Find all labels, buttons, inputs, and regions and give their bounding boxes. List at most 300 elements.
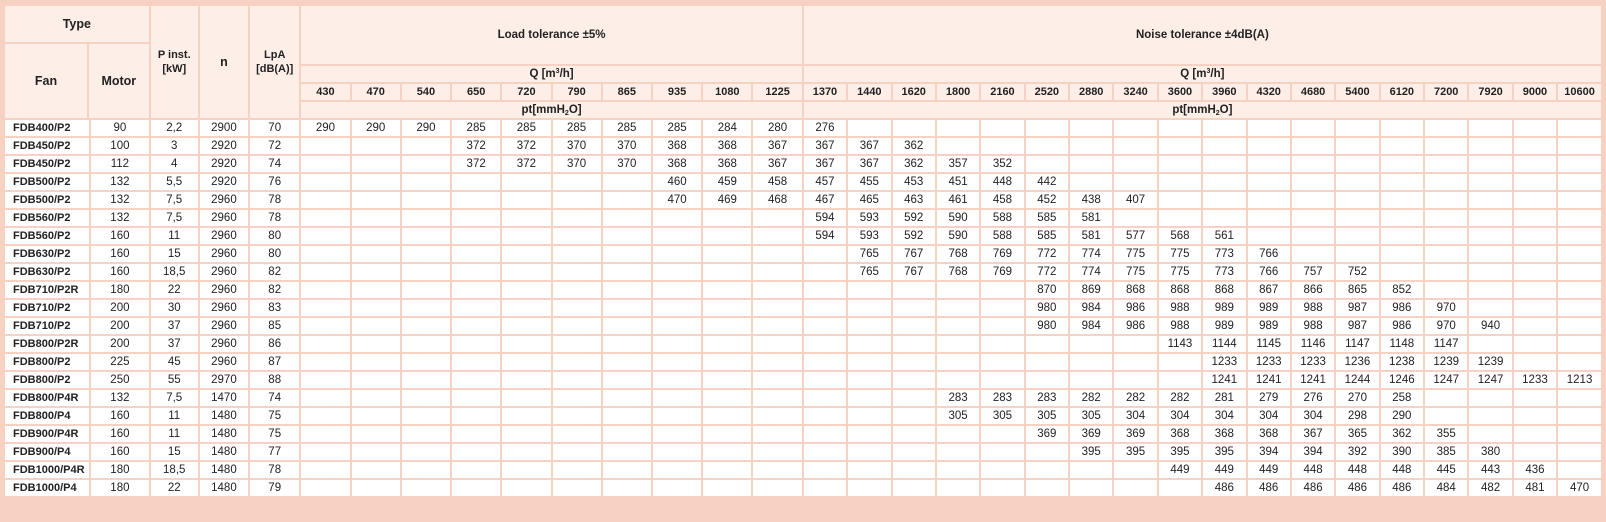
- q-load-value: 540: [402, 84, 450, 100]
- pressure-cell: [352, 462, 400, 478]
- pt-noise-tail: O]: [1219, 104, 1233, 116]
- pressure-cell: [502, 480, 550, 496]
- pressure-cell: 769: [981, 264, 1023, 280]
- pressure-cell: [301, 282, 349, 298]
- pressure-cell: [402, 462, 450, 478]
- pressure-cell: [1292, 210, 1334, 226]
- pressure-cell: 380: [1469, 444, 1511, 460]
- q-noise-value: 2520: [1026, 84, 1068, 100]
- q-load-value: 720: [502, 84, 550, 100]
- pressure-cell: 385: [1425, 444, 1467, 460]
- pressure-cell: 484: [1425, 480, 1467, 496]
- pressure-cell: [1514, 426, 1556, 442]
- pressure-cell: [1514, 408, 1556, 424]
- pressure-cell: 469: [703, 192, 751, 208]
- q-noise-value: 6120: [1381, 84, 1423, 100]
- pinst-cell: 37: [151, 318, 198, 334]
- q-load-tail: /h]: [559, 68, 574, 80]
- pressure-cell: 593: [848, 210, 890, 226]
- pressure-cell: [848, 372, 890, 388]
- pt-noise-label: pt[mmH: [1172, 104, 1216, 116]
- table-row: [5, 354, 1601, 370]
- pressure-cell: [1248, 192, 1290, 208]
- pressure-cell: [502, 318, 550, 334]
- n-cell: 1480: [200, 480, 248, 496]
- pressure-cell: [352, 408, 400, 424]
- pressure-cell: [893, 444, 935, 460]
- pressure-cell: [452, 264, 500, 280]
- pressure-cell: 367: [848, 156, 890, 172]
- pressure-cell: 868: [1159, 282, 1201, 298]
- pressure-cell: 362: [1381, 426, 1423, 442]
- q-noise-value: 3240: [1114, 84, 1156, 100]
- pressure-cell: [603, 318, 651, 334]
- pressure-cell: [1558, 192, 1601, 208]
- pressure-cell: [1248, 138, 1290, 154]
- lpa-cell: 74: [250, 390, 299, 406]
- pressure-cell: [352, 318, 400, 334]
- table-row: [5, 408, 1601, 424]
- pressure-cell: [402, 426, 450, 442]
- pressure-cell: [1292, 228, 1334, 244]
- pressure-cell: [1514, 192, 1556, 208]
- pressure-cell: [1381, 174, 1423, 190]
- pressure-cell: 276: [804, 120, 846, 136]
- pressure-cell: 390: [1381, 444, 1423, 460]
- pressure-cell: [653, 228, 701, 244]
- n-cell: 2960: [200, 300, 248, 316]
- lpa-cell: 82: [250, 282, 299, 298]
- pressure-cell: [1248, 156, 1290, 172]
- pressure-cell: 482: [1469, 480, 1511, 496]
- lpa-cell: 78: [250, 210, 299, 226]
- pressure-cell: [603, 480, 651, 496]
- pressure-cell: [402, 318, 450, 334]
- pinst-cell: 18,5: [151, 264, 198, 280]
- n-cell: 1480: [200, 444, 248, 460]
- pinst-header: [151, 6, 198, 118]
- pressure-cell: [1026, 372, 1068, 388]
- q-load-value: 1080: [703, 84, 751, 100]
- n-cell: 2960: [200, 246, 248, 262]
- lpa-header: [250, 6, 299, 118]
- motor-cell: 160: [91, 228, 148, 244]
- pressure-cell: 270: [1336, 390, 1378, 406]
- n-cell: 1480: [200, 426, 248, 442]
- pressure-cell: [753, 354, 801, 370]
- pressure-cell: [1425, 228, 1467, 244]
- q-noise-label: Q [m: [1180, 68, 1207, 80]
- pressure-cell: [1292, 138, 1334, 154]
- q-noise-value: 7200: [1425, 84, 1467, 100]
- q-noise-value: 2880: [1070, 84, 1112, 100]
- pressure-cell: [402, 156, 450, 172]
- pressure-cell: 773: [1203, 264, 1245, 280]
- pressure-cell: 445: [1425, 462, 1467, 478]
- pressure-cell: [352, 390, 400, 406]
- pressure-cell: [1070, 156, 1112, 172]
- pressure-cell: [981, 300, 1023, 316]
- pressure-cell: 367: [753, 138, 801, 154]
- pressure-cell: 368: [653, 156, 701, 172]
- pressure-cell: [603, 282, 651, 298]
- pressure-cell: 775: [1159, 246, 1201, 262]
- q-load-header: [301, 66, 801, 82]
- q-load-value: 470: [352, 84, 400, 100]
- n-header: n: [200, 6, 248, 118]
- fan-cell: FDB800/P2: [5, 354, 89, 370]
- pressure-cell: [804, 390, 846, 406]
- pressure-cell: 561: [1203, 228, 1245, 244]
- pinst-cell: 22: [151, 480, 198, 496]
- pressure-cell: 593: [848, 228, 890, 244]
- pressure-cell: [1558, 246, 1601, 262]
- pressure-cell: 459: [703, 174, 751, 190]
- pressure-cell: 448: [981, 174, 1023, 190]
- pinst-label: P inst.: [157, 49, 191, 61]
- q-noise-value: 1620: [893, 84, 935, 100]
- pressure-cell: [1425, 174, 1467, 190]
- pressure-cell: [502, 210, 550, 226]
- pressure-cell: [703, 246, 751, 262]
- pressure-cell: 282: [1159, 390, 1201, 406]
- pressure-cell: [301, 444, 349, 460]
- pressure-cell: 449: [1248, 462, 1290, 478]
- pressure-cell: [1558, 408, 1601, 424]
- pressure-cell: [1514, 174, 1556, 190]
- pressure-cell: [1248, 228, 1290, 244]
- pressure-cell: [1026, 138, 1068, 154]
- fan-cell: FDB1000/P4R: [5, 462, 89, 478]
- pressure-cell: 395: [1159, 444, 1201, 460]
- pressure-cell: [352, 210, 400, 226]
- pressure-cell: 773: [1203, 246, 1245, 262]
- pressure-cell: 460: [653, 174, 701, 190]
- pressure-cell: [603, 426, 651, 442]
- table-row: [5, 462, 1601, 478]
- pressure-cell: [603, 390, 651, 406]
- n-cell: 2960: [200, 228, 248, 244]
- table-row: [5, 192, 1601, 208]
- pressure-cell: 305: [1026, 408, 1068, 424]
- pressure-cell: [402, 390, 450, 406]
- q-noise-value: 10600: [1558, 84, 1601, 100]
- pressure-cell: [981, 480, 1023, 496]
- motor-cell: 160: [91, 246, 148, 262]
- pressure-cell: [703, 390, 751, 406]
- pressure-cell: [1026, 354, 1068, 370]
- pinst-cell: 30: [151, 300, 198, 316]
- lpa-cell: 77: [250, 444, 299, 460]
- pt-noise-sub: 2: [1215, 110, 1220, 117]
- pressure-cell: [301, 408, 349, 424]
- table-row: [5, 480, 1601, 496]
- pressure-cell: [352, 300, 400, 316]
- pressure-cell: [1070, 354, 1112, 370]
- pressure-cell: [753, 390, 801, 406]
- pressure-cell: [1026, 444, 1068, 460]
- pressure-cell: [502, 372, 550, 388]
- pressure-cell: 470: [1558, 480, 1601, 496]
- pressure-cell: [1558, 282, 1601, 298]
- pressure-cell: [452, 192, 500, 208]
- pressure-cell: [1469, 336, 1511, 352]
- table-row: [5, 228, 1601, 244]
- pressure-cell: [301, 336, 349, 352]
- lpa-cell: 78: [250, 192, 299, 208]
- pressure-cell: [1514, 246, 1556, 262]
- pressure-cell: [301, 354, 349, 370]
- pressure-cell: [553, 300, 601, 316]
- pressure-cell: [301, 228, 349, 244]
- fan-cell: FDB400/P2: [5, 120, 89, 136]
- pressure-cell: [1514, 138, 1556, 154]
- lpa-cell: 85: [250, 318, 299, 334]
- pressure-cell: [804, 264, 846, 280]
- pressure-cell: [1558, 444, 1601, 460]
- pressure-cell: 395: [1114, 444, 1156, 460]
- pressure-cell: 458: [753, 174, 801, 190]
- pressure-cell: 592: [893, 228, 935, 244]
- pressure-cell: [553, 426, 601, 442]
- pressure-cell: [1026, 156, 1068, 172]
- lpa-cell: 87: [250, 354, 299, 370]
- pinst-cell: 11: [151, 228, 198, 244]
- pressure-cell: [1425, 156, 1467, 172]
- pressure-cell: 988: [1292, 300, 1334, 316]
- table-row: [5, 156, 1601, 172]
- pressure-cell: 970: [1425, 300, 1467, 316]
- pressure-cell: [1514, 444, 1556, 460]
- pressure-cell: 767: [893, 264, 935, 280]
- fan-header: Fan: [34, 74, 58, 88]
- pinst-cell: 22: [151, 282, 198, 298]
- pressure-cell: [452, 300, 500, 316]
- pressure-cell: [1248, 210, 1290, 226]
- pressure-cell: [981, 336, 1023, 352]
- pressure-cell: [1558, 462, 1601, 478]
- pressure-cell: 1236: [1336, 354, 1378, 370]
- pressure-cell: [402, 264, 450, 280]
- pressure-cell: 865: [1336, 282, 1378, 298]
- pressure-cell: 486: [1336, 480, 1378, 496]
- pt-load-sub: 2: [564, 110, 569, 117]
- pressure-cell: [502, 246, 550, 262]
- pressure-cell: 470: [653, 192, 701, 208]
- pressure-cell: 592: [893, 210, 935, 226]
- q-noise-value: 5400: [1336, 84, 1378, 100]
- pressure-cell: 290: [301, 120, 349, 136]
- table-row: [5, 120, 1601, 136]
- pressure-cell: [1514, 390, 1556, 406]
- pressure-cell: 988: [1292, 318, 1334, 334]
- pressure-cell: [937, 480, 979, 496]
- pressure-cell: 368: [1248, 426, 1290, 442]
- pressure-cell: [653, 372, 701, 388]
- table-row: [5, 372, 1601, 388]
- pressure-cell: 765: [848, 246, 890, 262]
- pressure-cell: 394: [1248, 444, 1290, 460]
- pressure-cell: 305: [1070, 408, 1112, 424]
- q-noise-value: 4320: [1248, 84, 1290, 100]
- pressure-cell: 282: [1114, 390, 1156, 406]
- pressure-cell: [848, 408, 890, 424]
- pressure-cell: [804, 408, 846, 424]
- pressure-cell: [1026, 462, 1068, 478]
- pressure-cell: [603, 174, 651, 190]
- pressure-cell: [402, 300, 450, 316]
- pressure-cell: [804, 300, 846, 316]
- lpa-cell: 80: [250, 228, 299, 244]
- lpa-cell: 78: [250, 462, 299, 478]
- pressure-cell: 368: [703, 138, 751, 154]
- pressure-cell: [848, 390, 890, 406]
- pressure-cell: 588: [981, 228, 1023, 244]
- pressure-cell: [1026, 480, 1068, 496]
- pressure-cell: [753, 318, 801, 334]
- pressure-cell: [981, 120, 1023, 136]
- pressure-cell: [352, 426, 400, 442]
- pinst-cell: 15: [151, 246, 198, 262]
- pressure-cell: [848, 426, 890, 442]
- q-noise-header: [804, 66, 1601, 82]
- pressure-cell: [1558, 300, 1601, 316]
- pressure-cell: 368: [653, 138, 701, 154]
- pressure-cell: 355: [1425, 426, 1467, 442]
- pressure-cell: 486: [1203, 480, 1245, 496]
- pressure-cell: 590: [937, 228, 979, 244]
- pressure-cell: 465: [848, 192, 890, 208]
- pressure-cell: [848, 282, 890, 298]
- pressure-cell: [653, 408, 701, 424]
- pressure-cell: [502, 426, 550, 442]
- pressure-cell: [753, 210, 801, 226]
- pressure-cell: 283: [1026, 390, 1068, 406]
- pressure-cell: [1070, 120, 1112, 136]
- table-row: [5, 138, 1601, 154]
- fan-cell: FDB630/P2: [5, 264, 89, 280]
- pressure-cell: [301, 138, 349, 154]
- pressure-cell: [402, 174, 450, 190]
- pressure-cell: [1425, 192, 1467, 208]
- motor-cell: 100: [91, 138, 148, 154]
- pressure-cell: [553, 174, 601, 190]
- pressure-cell: 1241: [1203, 372, 1245, 388]
- pressure-cell: [1292, 174, 1334, 190]
- pressure-cell: [1558, 426, 1601, 442]
- pressure-cell: 468: [753, 192, 801, 208]
- pressure-cell: [1425, 390, 1467, 406]
- fan-cell: FDB710/P2: [5, 300, 89, 316]
- pressure-cell: [1514, 264, 1556, 280]
- pressure-cell: [753, 282, 801, 298]
- pressure-cell: [301, 390, 349, 406]
- pressure-cell: 1246: [1381, 372, 1423, 388]
- pressure-cell: [452, 390, 500, 406]
- pressure-cell: [452, 246, 500, 262]
- pressure-cell: 984: [1070, 318, 1112, 334]
- pressure-cell: [937, 120, 979, 136]
- pressure-cell: [352, 192, 400, 208]
- n-cell: 2970: [200, 372, 248, 388]
- pressure-cell: [301, 264, 349, 280]
- pressure-cell: 867: [1248, 282, 1290, 298]
- pinst-cell: 7,5: [151, 210, 198, 226]
- pressure-cell: [981, 354, 1023, 370]
- pressure-cell: 452: [1026, 192, 1068, 208]
- pressure-cell: [848, 336, 890, 352]
- lpa-cell: 79: [250, 480, 299, 496]
- pressure-cell: [1469, 174, 1511, 190]
- pressure-cell: [301, 174, 349, 190]
- fan-cell: FDB800/P4: [5, 408, 89, 424]
- pressure-cell: [703, 480, 751, 496]
- n-cell: 2920: [200, 156, 248, 172]
- pressure-cell: [1381, 138, 1423, 154]
- pressure-cell: [703, 336, 751, 352]
- pressure-cell: [1114, 138, 1156, 154]
- pressure-cell: 285: [502, 120, 550, 136]
- pressure-cell: [502, 462, 550, 478]
- q-load-sup: 3: [555, 68, 560, 75]
- pressure-cell: [1514, 120, 1556, 136]
- pressure-cell: [848, 444, 890, 460]
- pressure-cell: [1248, 174, 1290, 190]
- lpa-unit: [dB(A)]: [256, 63, 294, 75]
- pressure-cell: 285: [452, 120, 500, 136]
- pressure-cell: [502, 174, 550, 190]
- pinst-cell: 5,5: [151, 174, 198, 190]
- pressure-cell: 448: [1381, 462, 1423, 478]
- pressure-cell: 1233: [1514, 372, 1556, 388]
- pt-load-label: pt[mmH: [521, 104, 565, 116]
- pressure-cell: [502, 390, 550, 406]
- pressure-cell: [301, 372, 349, 388]
- pressure-cell: [1558, 354, 1601, 370]
- pressure-cell: [1248, 120, 1290, 136]
- pressure-cell: [1558, 318, 1601, 334]
- pressure-cell: [1114, 174, 1156, 190]
- pressure-cell: [301, 246, 349, 262]
- pressure-cell: 449: [1203, 462, 1245, 478]
- pressure-cell: [981, 444, 1023, 460]
- pressure-cell: [603, 354, 651, 370]
- pressure-cell: [402, 480, 450, 496]
- q-noise-sup: 3: [1206, 68, 1211, 75]
- pressure-cell: 461: [937, 192, 979, 208]
- pressure-cell: 304: [1292, 408, 1334, 424]
- lpa-cell: 80: [250, 246, 299, 262]
- pressure-cell: [1336, 120, 1378, 136]
- lpa-label: LpA: [264, 49, 286, 61]
- pressure-cell: [1469, 228, 1511, 244]
- pressure-cell: 369: [1070, 426, 1112, 442]
- pressure-cell: [653, 210, 701, 226]
- pressure-cell: 395: [1070, 444, 1112, 460]
- pressure-cell: [703, 318, 751, 334]
- pressure-cell: [352, 246, 400, 262]
- pressure-cell: 1146: [1292, 336, 1334, 352]
- pressure-cell: [1114, 210, 1156, 226]
- pressure-cell: [1070, 372, 1112, 388]
- pressure-cell: [703, 426, 751, 442]
- pressure-cell: 984: [1070, 300, 1112, 316]
- pressure-cell: 407: [1114, 192, 1156, 208]
- pressure-cell: [893, 318, 935, 334]
- pinst-unit: [kW]: [162, 63, 187, 75]
- pressure-cell: [352, 156, 400, 172]
- table-body: [5, 120, 1601, 496]
